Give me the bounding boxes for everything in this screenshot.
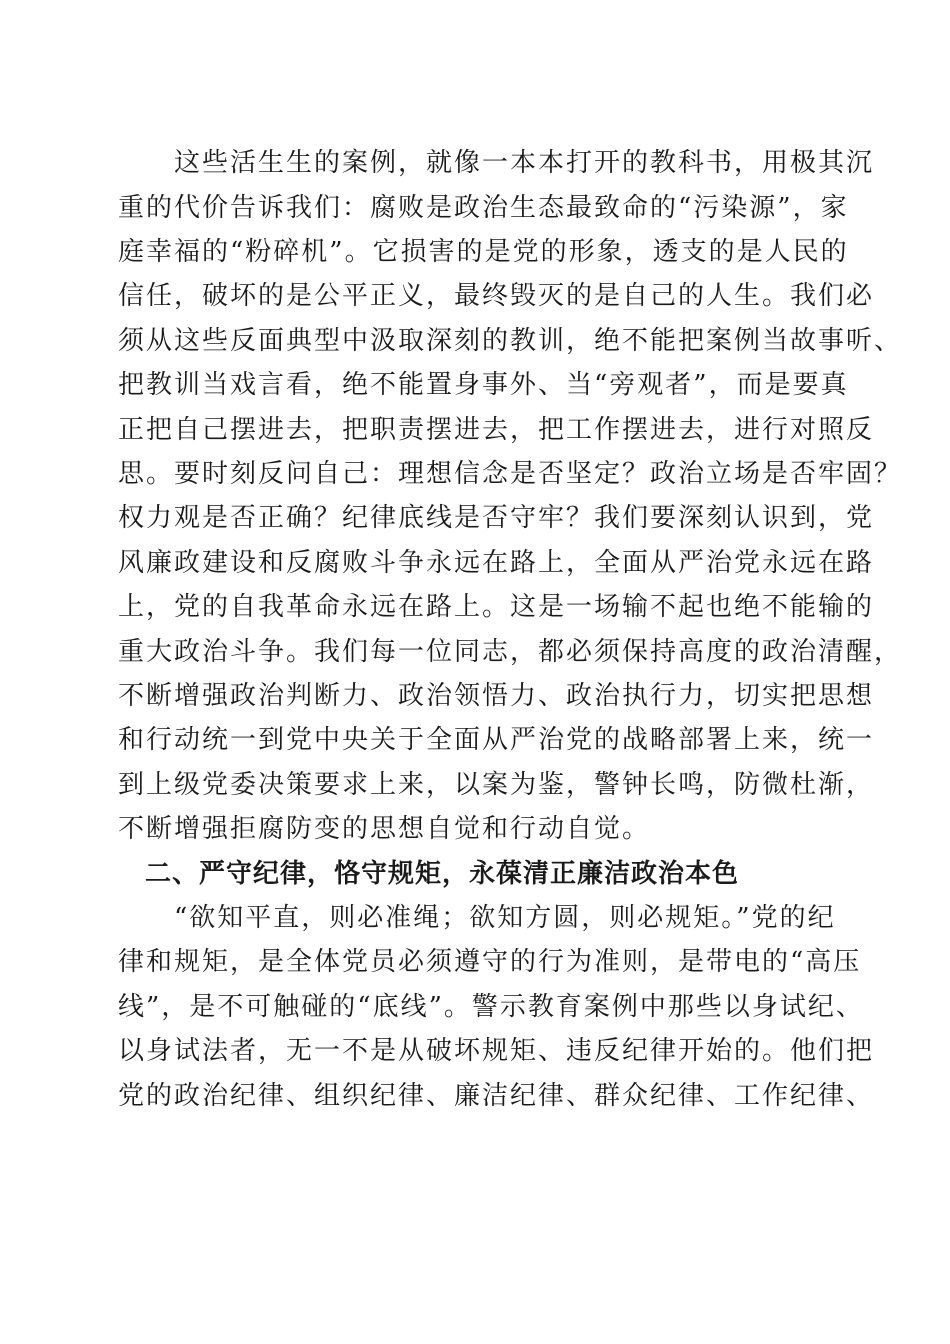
text-line: 庭幸福的“粉碎机”。它损害的是党的形象，透支的是人民的 [118,237,849,267]
text-line: 上，党的自我革命永远在路上。这是一场输不起也绝不能输的 [118,592,875,622]
text-line: 重的代价告诉我们：腐败是政治生态最致命的“污染源”，家 [118,193,849,223]
text-line: 不断增强政治判断力、政治领悟力、政治执行力，切实把思想 [118,681,875,711]
text-line: 这些活生生的案例，就像一本本打开的教科书，用极其沉 [118,148,875,178]
text-line: 正把自己摆进去，把职责摆进去，把工作摆进去，进行对照反 [118,415,875,445]
text-line: 以身试法者，无一不是从破坏规矩、违反纪律开始的。他们把 [118,1036,875,1066]
text-line: 和行动统一到党中央关于全面从严治党的战略部署上来，统一 [118,725,875,755]
text-line: 不断增强拒腐防变的思想自觉和行动自觉。 [118,814,651,844]
text-line: 党的政治纪律、组织纪律、廉洁纪律、群众纪律、工作纪律、 [118,1081,875,1111]
text-line: 思。要时刻反问自己：理想信念是否坚定？政治立场是否牢固？ [118,459,903,489]
text-line: “欲知平直，则必准绳；欲知方圆，则必规矩。”党的纪 [118,903,836,933]
section-heading: 二、严守纪律，恪守规矩，永葆清正廉洁政治本色 [118,859,740,889]
text-line: 风廉政建设和反腐败斗争永远在路上，全面从严治党永远在路 [118,548,875,578]
text-line: 信任，破坏的是公平正义，最终毁灭的是自己的人生。我们必 [118,281,875,311]
text-line: 重大政治斗争。我们每一位同志，都必须保持高度的政治清醒， [118,637,903,667]
text-line: 把教训当戏言看，绝不能置身事外、当“旁观者”，而是要真 [118,370,849,400]
text-line: 到上级党委决策要求上来，以案为鉴，警钟长鸣，防微杜渐， [118,770,875,800]
text-line: 权力观是否正确？纪律底线是否守牢？我们要深刻认识到，党 [118,503,875,533]
text-line: 线”，是不可触碰的“底线”。警示教育案例中那些以身试纪、 [118,992,864,1022]
text-line: 须从这些反面典型中汲取深刻的教训，绝不能把案例当故事听、 [118,326,903,356]
text-line: 律和规矩，是全体党员必须遵守的行为准则，是带电的“高压 [118,947,862,977]
